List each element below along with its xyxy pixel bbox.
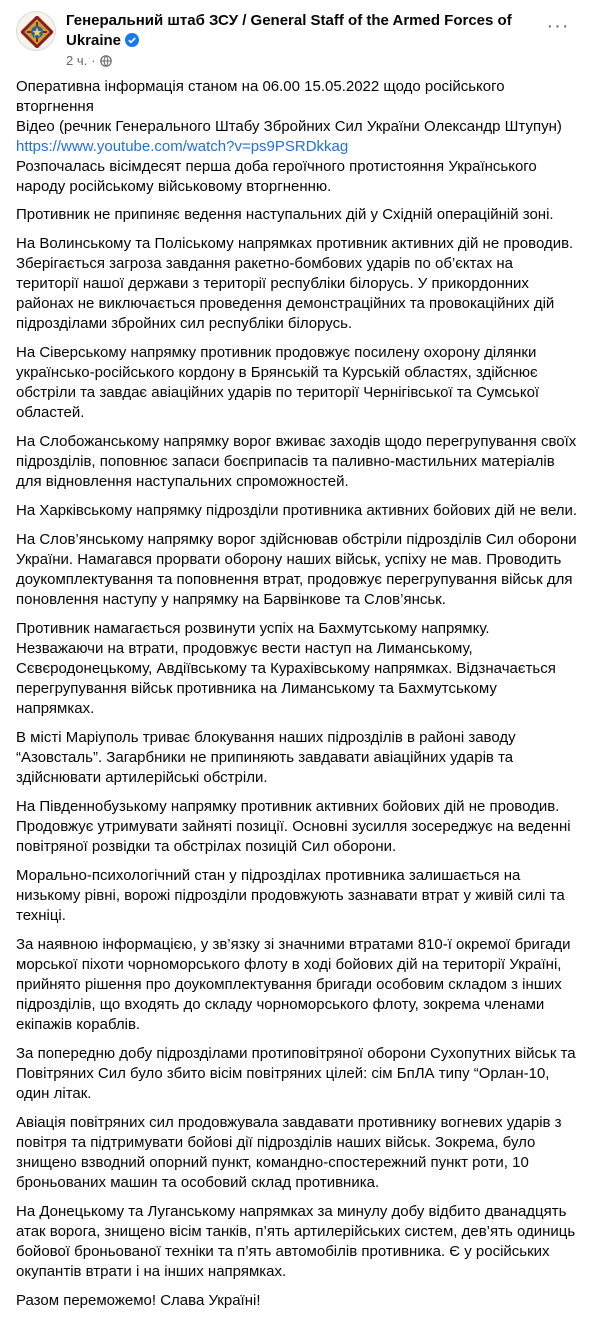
post-paragraph: На Харківському напрямку підрозділи противника активних бойових дій не вели. — [16, 502, 578, 519]
post-meta — [66, 53, 112, 69]
intro-line-1: Оперативна інформація станом на 06.00 15.05.2022 щодо російського вторгнення — [16, 78, 505, 115]
post-paragraph: За попередню добу підрозділами протиповітряної оборони Сухопутних військ та Повітряних Сил було збито вісім повітряних цілей: сім БпЛА типу “Орлан-10, один літак. — [16, 1045, 576, 1102]
post-paragraph: На Волинському та Поліському напрямках противник активних дій не проводив. Зберігається загроза завдання ракетно-бомбових ударів по об’єктах на території нашої держави з території республіки білорусь. У прикордонних районах не виключається проведення демонстраційних та провокаційних дій підрозділами збройних сил республіки білорусь. — [16, 235, 574, 332]
post-paragraph: На Сіверському напрямку противник продовжує посилену охорону ділянки українсько-російського кордону в Брянській та Курській областях, здійснює обстріли та завдає авіаційних ударів по території Чернігівської та Сумської областей. — [16, 344, 540, 421]
intro-line-2: Відео (речник Генерального Штабу Збройних Сил України Олександр Штупун) — [16, 118, 562, 135]
post-paragraph: В місті Маріуполь триває блокування наших підрозділів в районі заводу “Азовсталь”. Загарбники не припиняють завдавати авіаційних ударів та здійснювати артилерійські обстріли. — [16, 729, 516, 786]
post-header — [16, 11, 576, 69]
post-paragraph: На Слов’янському напрямку ворог здійснював обстріли підрозділів Сил оборони України. Намагався прорвати оборону наших військ, успіху не мав. Проводить доукомплектування та поповнення втрат, продовжує перегрупування військ для поновлення наступу у напрямку на Барвінкове та Слов’янськ. — [16, 531, 577, 608]
post-body — [16, 77, 578, 1320]
video-link[interactable]: https://www.youtube.com/watch?v=ps9PSRDkkag — [16, 138, 349, 155]
post-paragraph: Противник намагається розвинути успіх на Бахмутському напрямку. Незважаючи на втрати, продовжує вести наступ на Лиманському, Сєвєродонецькому, Авдіївському та Курахівському напрямках. Відзначається перегрупування військ противника на Лиманському та Бахмутському напрямках. — [16, 620, 556, 717]
post-intro — [16, 77, 578, 197]
post-paragraph: На Південнобузькому напрямку противник активних бойових дій не проводив. Продовжує утримувати зайняті позиції. Основні зусилля зосереджує на веденні повітряної розвідки та обстрілах позицій Сил оборони. — [16, 798, 571, 855]
verified-badge-icon — [125, 33, 139, 47]
post-paragraph: За наявною інформацією, у зв’язку зі значними втратами 810-ї окремої бригади морської піхоти чорноморського флоту в ході бойових дій на території Україні, прийнято рішення про доукомплектування бригади особовим складом з інших підрозділів, що входять до складу чорноморського флоту, зокрема членами екіпажів кораблів. — [16, 936, 571, 1033]
post-paragraph: Противник не припиняє ведення наступальних дій у Східній операційній зоні. — [16, 206, 554, 223]
post-author[interactable] — [66, 11, 526, 51]
post-paragraph: Морально-психологічний стан у підрозділах противника залишається на низькому рівні, ворожі підрозділи продовжують зазнавати втрат у живій силі та техніці. — [16, 867, 565, 924]
general-staff-emblem-icon — [21, 16, 53, 48]
intro-line-3: Розпочалась вісімдесят перша доба героїчного протистояння Українського народу російському військовому вторгненню. — [16, 158, 537, 195]
post-timestamp[interactable]: 2 ч. — [66, 53, 88, 68]
more-options-icon: ··· — [546, 15, 570, 37]
post-paragraph: Разом переможемо! Слава Україні! — [16, 1292, 261, 1309]
globe-icon — [100, 55, 112, 67]
meta-separator: · — [91, 53, 96, 68]
author-name[interactable]: Генеральний штаб ЗСУ / General Staff of the Armed Forces of Ukraine — [66, 12, 512, 49]
post-paragraph: Авіація повітряних сил продовжувала завдавати противнику вогневих ударів з повітря та підтримувати бойові дії підрозділів наших військ. Зокрема, було знищено взводний опорний пункт, командно-спостережний пункт роти, 10 броньованих машин та особовий склад противника. — [16, 1114, 562, 1191]
post-paragraph: На Донецькому та Луганському напрямках за минулу добу відбито дванадцять атак ворога, знищено вісім танків, п’ять артилерійських систем, дев’ять одиниць бойової броньованої техніки та п’ять автомобілів противника. Є у російських окупантів втрати і на інших напрямках. — [16, 1203, 576, 1280]
page-avatar[interactable] — [16, 11, 56, 51]
post-paragraph: На Слобожанському напрямку ворог вживає заходів щодо перегрупування своїх підрозділів, поповнює запаси боєприпасів та паливно-мастильних матеріалів для відновлення наступальних спроможностей. — [16, 433, 577, 490]
more-options-button[interactable] — [544, 16, 572, 44]
